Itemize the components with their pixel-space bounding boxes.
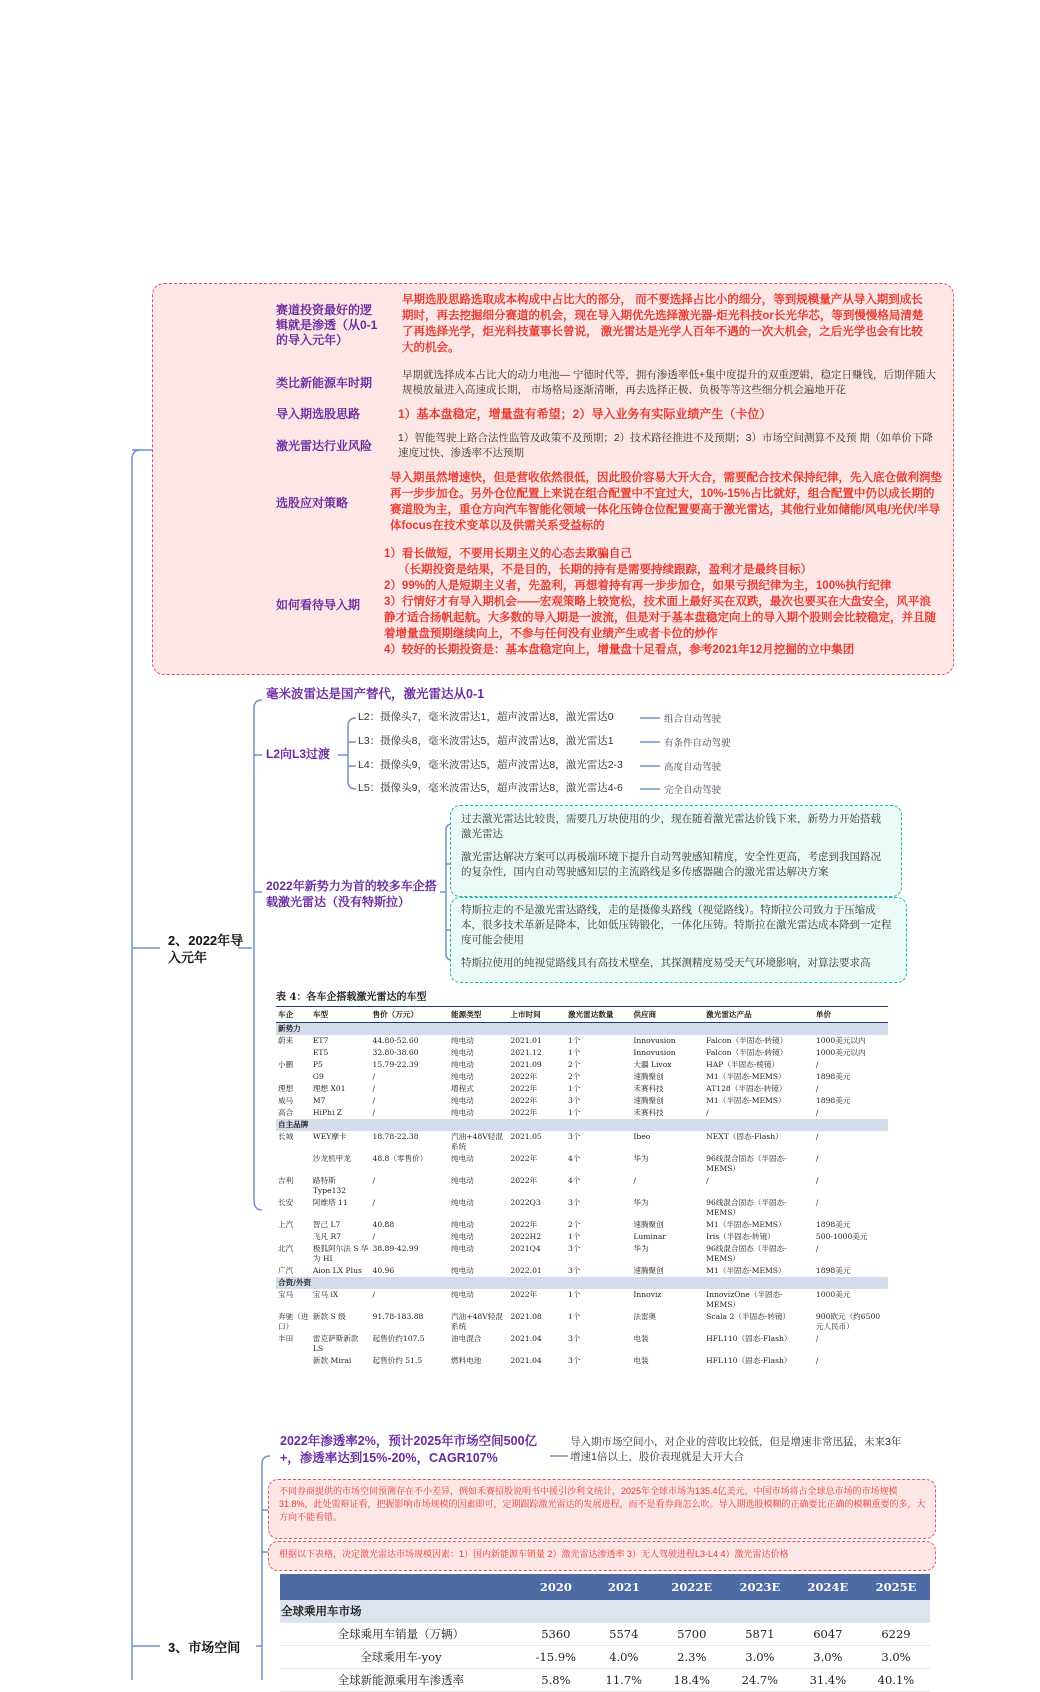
table4-cell: 上汽 <box>278 1220 294 1229</box>
table4-header-6: 供应商 <box>631 1007 704 1023</box>
table4-cell: 纯电动 <box>451 1108 474 1117</box>
table4-cell: 1898美元 <box>815 1072 851 1081</box>
table4-cell: / <box>372 1176 376 1185</box>
cyan-box-lidar-adoption <box>450 805 902 897</box>
table4-row <box>276 1243 888 1265</box>
table4-cell: 2022年 <box>510 1220 538 1229</box>
table4-row <box>276 1153 888 1175</box>
table4-cell: Innovusion <box>633 1036 676 1045</box>
table4-cell: Aion LX Plus <box>312 1266 362 1275</box>
level-l5: L5：摄像头9，毫米波雷达5，超声波雷达8，激光雷达4-6 <box>358 782 623 794</box>
table4-cell: 汽油+48V轻混系统 <box>451 1132 503 1151</box>
table4-cell: 3个 <box>567 1244 581 1253</box>
table4-cell: 威马 <box>278 1096 294 1105</box>
table4-cell: Scala 2（半固态-转镜） <box>706 1312 791 1321</box>
table4-cell: / <box>815 1176 819 1185</box>
table4-cell: HiPhi Z <box>312 1108 343 1117</box>
table4-cell: / <box>372 1096 376 1105</box>
table4-cell: 1000美元以内 <box>815 1036 866 1045</box>
table4-cell: 纯电动 <box>451 1220 474 1229</box>
table4-cell: / <box>372 1290 376 1299</box>
table4-cell: 小鹏 <box>278 1060 294 1069</box>
table4-cell: / <box>372 1232 376 1241</box>
table2-cell: 6229 <box>862 1623 930 1646</box>
table4-cell: 1000美元 <box>815 1290 851 1299</box>
table4-cell: ET5 <box>312 1048 329 1057</box>
table4-cell: 91.78-183.88 <box>372 1312 424 1321</box>
table4-cell: 2022年 <box>510 1108 538 1117</box>
table4-header-4: 上市时间 <box>508 1007 566 1023</box>
table4-row <box>276 1311 888 1333</box>
table4-cell: 阿维塔 11 <box>312 1198 348 1207</box>
table2-row <box>280 1646 930 1669</box>
table4-cell: 1个 <box>567 1048 581 1057</box>
intro-view-line-4: 3）行情好才有导入期机会——宏观策略上较宽松，技术面上最好买在双跌，最次也要买在大盘安全，风平浪静才适合扬帆起航。大多数的导入期是一波流，但是对于基本盘稳定向上的导入期个股则会比较稳定，并且随着增量盘预期继续向上，不参与任何没有业绩产生或者卡位的炒作 <box>384 596 936 640</box>
table4-cell: 纯电动 <box>451 1154 474 1163</box>
table4-row <box>276 1289 888 1311</box>
table2-cell: 5574 <box>590 1623 658 1646</box>
table2-header-6: 2025E <box>862 1574 930 1600</box>
table2-cell: 18.4% <box>658 1669 726 1692</box>
table4-cell: / <box>815 1356 819 1365</box>
table4-cell: 40.88 <box>372 1220 395 1229</box>
table4-cell <box>276 1231 311 1243</box>
table4-group-name: 自主品牌 <box>276 1119 888 1131</box>
table2-cell: 4.0% <box>590 1646 658 1669</box>
table4-cell: AT128（半固态-转镜） <box>706 1084 787 1093</box>
table4-cell: 900欧元（约6500元人民币） <box>815 1312 881 1331</box>
table2-section-label: 全球乘用车市场 <box>280 1600 930 1623</box>
market-factors-box <box>268 1541 936 1571</box>
market-forecast-table <box>280 1574 930 1692</box>
table4-cell: 纯电动 <box>451 1266 474 1275</box>
cyan1-line-1: 过去激光雷达比较贵，需要几万块使用的少，现在随着激光雷达价钱下来，新势力开始搭载激光雷达 <box>461 813 881 840</box>
table4-cell: M1（半固态-MEMS） <box>706 1220 786 1229</box>
table4-cell: 路特斯Type132 <box>312 1176 347 1195</box>
table4-cell: / <box>815 1334 819 1343</box>
table4-header-2: 售价（万元） <box>370 1007 449 1023</box>
table4-cell: 1个 <box>567 1036 581 1045</box>
table4-cell: / <box>633 1176 636 1185</box>
table4-header-3: 能源类型 <box>449 1007 508 1023</box>
table4-cell: 2022H2 <box>510 1232 542 1241</box>
table4-cell: ET7 <box>312 1036 329 1045</box>
table4-row <box>276 1231 888 1243</box>
table4-cell: 2021.09 <box>510 1060 542 1069</box>
table4-cell: 2022年 <box>510 1084 538 1093</box>
table4-cell: 奔驰（进口） <box>278 1312 309 1331</box>
table2-cell: 5360 <box>522 1623 590 1646</box>
table4-cell: 北汽 <box>278 1244 294 1253</box>
table4-group-name: 新势力 <box>276 1023 888 1036</box>
table4-cell: 电装 <box>633 1356 649 1365</box>
table4-header-7: 激光雷达产品 <box>704 1007 814 1023</box>
table4-cell: 雷克萨斯新款 LS <box>312 1334 359 1353</box>
intro-view-line-5: 4）较好的长期投资是：基本盘稳定向上，增量盘十足看点，参考2021年12月挖掘的立中集团 <box>384 644 855 656</box>
table4-cell: 吉利 <box>278 1176 294 1185</box>
table4-cell: HFL110（固态-Flash） <box>706 1356 792 1365</box>
table4-cell: 2022年 <box>510 1154 538 1163</box>
table4-cell: 500-1000美元 <box>815 1232 868 1241</box>
table4-cell: 2021.05 <box>510 1132 542 1141</box>
table4-cell: 汽油+48V轻混系统 <box>451 1312 503 1331</box>
market-factors-text: 根据以下表格，决定激光雷达市场规模因素：1）国内新能源车销量 2）激光雷达渗透率 3）无人驾驶进程L3-L4 4）激光雷达价格 <box>279 1549 789 1559</box>
table4-cell: 纯电动 <box>451 1198 474 1207</box>
table4-cell: / <box>815 1154 819 1163</box>
branch-2022-intro-year[interactable]: 2、2022年导入元年 <box>168 933 244 965</box>
table4-row <box>276 1035 888 1047</box>
table4-group-row <box>276 1119 888 1131</box>
logic-text-stock-picking: 1）基本盘稳定，增量盘有希望；2）导入业务有实际业绩产生（卡位） <box>398 407 772 421</box>
table4-cell: Falcon（半固态-转镜） <box>706 1036 788 1045</box>
table4-cell: 1个 <box>567 1312 581 1321</box>
table4-cell <box>276 1355 311 1367</box>
table4-cell: 速腾聚创 <box>633 1072 664 1081</box>
level-l4-note: 高度自动驾驶 <box>664 762 722 773</box>
level-l5-note: 完全自动驾驶 <box>664 785 722 796</box>
table4-cell: 96线混合固态（半固态-MEMS） <box>706 1154 787 1173</box>
intro-view-line-1: 1）看长做短，不要用长期主义的心态去欺骗自己 <box>384 548 632 560</box>
logic-text-ev-analogy: 早期就选择成本占比大的动力电池— 宁德时代等，拥有渗透率低+集中度提升的双重逻辑，稳定日赚钱，后期伴随大规模放量进入高速成长期， 市场格局逐渐清晰，再去选择正极、负极等等这些细分机会遍地开花 <box>402 369 937 396</box>
table4-cell: 2021.04 <box>510 1356 542 1365</box>
table4-cell: / <box>372 1084 376 1093</box>
table2-cell: 全球乘用车销量（万辆） <box>280 1623 522 1646</box>
cyan-box-tesla <box>450 897 907 983</box>
branch-market-space[interactable]: 3、市场空间 <box>168 1640 241 1655</box>
table4-cell: / <box>372 1072 376 1081</box>
logic-label-stock-picking[interactable]: 导入期选股思路 <box>276 407 361 421</box>
table4-cell: 2个 <box>567 1072 581 1081</box>
table4-cell: 2022年 <box>510 1290 538 1299</box>
logic-text-strategy: 导入期虽然增速快，但是营收依然很低，因此股价容易大开大合，需要配合技术保持纪律，先入底仓做利润垫再一步步加仓。另外仓位配置上来说在组合配置中不宜过大，10%-15%占比就好，组合配置中仍以成长期的赛道股为主，重仓方向汽车智能化领域一体化压铸仓位配置要高于激光雷达，其他行业如储能/风电/光伏/半导体focus在技术变革以及供需关系受益标的 <box>390 472 942 532</box>
table4-cell: 纯电动 <box>451 1176 474 1185</box>
table4-cell: 法雷奥 <box>633 1312 657 1321</box>
table4-row <box>276 1071 888 1083</box>
table4-row <box>276 1083 888 1095</box>
table4-cell: 新款 Mirai <box>312 1356 352 1365</box>
table4-cell: M1（半固态-MEMS） <box>706 1096 786 1105</box>
table4-cell <box>276 1071 311 1083</box>
table4-row <box>276 1219 888 1231</box>
table4-cell: 18.78-22.38 <box>372 1132 419 1141</box>
table4-cell: 速腾聚创 <box>633 1096 664 1105</box>
table4-cell: 15.79-22.39 <box>372 1060 419 1069</box>
table4-cell: 3个 <box>567 1266 581 1275</box>
table4-cell: 96线混合固态（半固态-MEMS） <box>706 1198 787 1217</box>
table4-cell: Iris（半固态-转镜） <box>706 1232 775 1241</box>
table4-cell: 智己 L7 <box>312 1220 341 1229</box>
table2-cell: 3.0% <box>794 1646 862 1669</box>
table4-cell: 3个 <box>567 1132 581 1141</box>
table2-cell: 全球新能源乘用车渗透率 <box>280 1669 522 1692</box>
level-l3: L3：摄像头8，毫米波雷达5，超声波雷达8，激光雷达1 <box>358 735 614 747</box>
table4-header-1: 车型 <box>311 1007 371 1023</box>
table4-row <box>276 1175 888 1197</box>
table4-cell: 2022年 <box>510 1072 538 1081</box>
table4-cell: 油电混合 <box>451 1334 482 1343</box>
table4-cell: 3个 <box>567 1356 581 1365</box>
table2-header-3: 2022E <box>658 1574 726 1600</box>
table4-cell: 新款 S 级 <box>312 1312 346 1321</box>
table4-row <box>276 1197 888 1219</box>
table4-cell: 96线混合固态（半固态-MEMS） <box>706 1244 787 1263</box>
table4-cell: 1898美元 <box>815 1096 851 1105</box>
cyan2-line-1: 特斯拉走的不是激光雷达路线，走的是摄像头路线（视觉路线）。特斯拉公司致力于压缩成本，很多技术革新是降本，比如低压铸锻化，一体化压铸。特斯拉在激光雷达成本降到一定程度可能会使用 <box>461 904 892 946</box>
table4-cell: 3个 <box>567 1096 581 1105</box>
table4-row <box>276 1333 888 1355</box>
table2-header-5: 2024E <box>794 1574 862 1600</box>
table4-cell <box>276 1047 311 1059</box>
table2-header-4: 2023E <box>726 1574 794 1600</box>
logic-text-industry-risk: 1）智能驾驶上路合法性监管及政策不及预期；2）技术路径推进不及预期；3）市场空间测算不及预 期（如单价下降速度过快、渗透率不达预期 <box>398 432 933 459</box>
table2-row <box>280 1623 930 1646</box>
table4-cell: 蔚来 <box>278 1036 294 1045</box>
table4-cell: 2021.12 <box>510 1048 542 1057</box>
table4-cell: NEXT（固态-Flash） <box>706 1132 783 1141</box>
table4-cell: / <box>706 1108 709 1117</box>
mmwave-note[interactable]: 毫米波雷达是国产替代，激光雷达从0-1 <box>266 687 485 701</box>
table4-cell: / <box>372 1198 376 1207</box>
table4-cell: 2021.04 <box>510 1334 542 1343</box>
table4-cell: 2022年 <box>510 1176 538 1185</box>
table4-cell: 速腾聚创 <box>633 1220 664 1229</box>
table4-row <box>276 1131 888 1153</box>
logic-label-intro-view[interactable]: 如何看待导入期 <box>276 598 361 612</box>
table4-cell: 高合 <box>278 1108 294 1117</box>
table4-cell: 1898美元 <box>815 1266 851 1275</box>
table4-cell: M7 <box>312 1096 326 1105</box>
table4-cell: 纯电动 <box>451 1036 474 1045</box>
market-headline[interactable]: 2022年渗透率2%，预计2025年市场空间500亿+，渗透率达到15%-20%，CAGR107% <box>280 1434 538 1465</box>
table4-cell: 华为 <box>633 1154 649 1163</box>
table4-cell: 宝马 iX <box>312 1290 339 1299</box>
table2-cell: 5700 <box>658 1623 726 1646</box>
table4-cell: 48.8（零售价） <box>372 1154 428 1163</box>
table4-cell: 丰田 <box>278 1334 294 1343</box>
table4-cell: 理想 <box>278 1084 294 1093</box>
table2-header-0 <box>280 1574 522 1600</box>
table4-cell: 长安 <box>278 1198 294 1207</box>
table4-cell: 1个 <box>567 1108 581 1117</box>
table4-cell: 1000美元以内 <box>815 1048 866 1057</box>
table2-cell: 31.4% <box>794 1669 862 1692</box>
table4-title: 表 4：各车企搭载激光雷达的车型 <box>276 988 888 1007</box>
table2-header-1: 2020 <box>522 1574 590 1600</box>
table4-group-row <box>276 1277 888 1289</box>
table4-cell: Innoviz <box>633 1290 662 1299</box>
table2-cell: 24.7% <box>726 1669 794 1692</box>
table4-cell: / <box>815 1244 819 1253</box>
table4-group-row <box>276 1023 888 1036</box>
table4-cell: 飞凡 R7 <box>312 1232 342 1241</box>
table4-header-0: 车企 <box>276 1007 311 1023</box>
cyan1-line-2: 激光雷达解决方案可以再极端环境下提升自动驾驶感知精度，安全性更高，考虑到我国路况的复杂性，国内自动驾驶感知层的主流路线是多传感器融合的激光雷达解决方案 <box>461 851 881 878</box>
table4-cell: 燃料电池 <box>451 1356 482 1365</box>
table4-cell: 1个 <box>567 1232 581 1241</box>
table4-cell: Luminar <box>633 1232 666 1241</box>
lidar-models-table <box>276 988 888 1367</box>
table4-cell: 3个 <box>567 1198 581 1207</box>
table4-cell: 40.96 <box>372 1266 395 1275</box>
table4-cell: / <box>706 1176 709 1185</box>
table2-cell: 40.1% <box>862 1669 930 1692</box>
table4-cell: M1（半固态-MEMS） <box>706 1072 786 1081</box>
table4-row <box>276 1047 888 1059</box>
table4-cell: / <box>815 1198 819 1207</box>
logic-text-intro-view <box>384 546 942 658</box>
table4-cell: 1个 <box>567 1084 581 1093</box>
l2-l3-transition-label[interactable]: L2向L3过渡 <box>266 747 331 761</box>
table4-cell: 华为 <box>633 1198 649 1207</box>
table4-row <box>276 1265 888 1277</box>
table4-cell: 44.80-52.60 <box>372 1036 419 1045</box>
table4-cell: / <box>815 1084 819 1093</box>
table4-cell: 1898美元 <box>815 1220 851 1229</box>
cyan2-line-2: 特斯拉使用的纯视觉路线具有高技术壁垒，其探测精度易受天气环境影响，对算法要求高 <box>461 957 871 969</box>
level-l2: L2：摄像头7，毫米波雷达1，超声波雷达8，激光雷达0 <box>358 711 614 723</box>
table4-cell: / <box>815 1060 819 1069</box>
table4-cell: 极狐阿尔法 S 华为 HI <box>312 1244 369 1263</box>
table4-cell: G9 <box>312 1072 324 1081</box>
level-l4: L4：摄像头9，毫米波雷达5，超声波雷达8，激光雷达2-3 <box>358 759 623 771</box>
logic-label-penetration[interactable]: 赛道投资最好的逻辑就是渗透（从0-1的导入元年） <box>276 303 378 347</box>
table4-cell: / <box>815 1108 819 1117</box>
table4-cell: 3个 <box>567 1334 581 1343</box>
table4-cell: 纯电动 <box>451 1232 474 1241</box>
table4-cell: 起售价约107.5 <box>372 1334 425 1343</box>
table2-header-2: 2021 <box>590 1574 658 1600</box>
table2-cell: -15.9% <box>522 1646 590 1669</box>
table4-cell: WEY摩卡 <box>312 1132 347 1141</box>
table4-cell: / <box>815 1132 819 1141</box>
table4-cell: 华为 <box>633 1244 649 1253</box>
table4-cell: 纯电动 <box>451 1290 474 1299</box>
market-disclaimer-text: 不同券商提供的市场空间预测存在不小差异，例如禾赛招股说明书中援引沙利文统计，2025年全球市场为135.4亿美元，中国市场将占全球总市场的市场规模31.8%，此处需辩证看，把握影响市场规模的因素即可，定期跟踪激光雷达的发展进程，而不是看券商怎么吹。导入期选股模糊的正确要比正确的模糊重要的多，大方向不能看错。 <box>279 1486 926 1522</box>
table4-cell: M1（半固态-MEMS） <box>706 1266 786 1275</box>
table4-cell: 起售价约 51.5 <box>372 1356 423 1365</box>
table2-cell: 全球乘用车-yoy <box>280 1646 522 1669</box>
table4-row <box>276 1059 888 1071</box>
table4-cell: 2022年 <box>510 1096 538 1105</box>
table4-cell <box>276 1153 311 1175</box>
table4-cell: 38.89-42.99 <box>372 1244 419 1253</box>
table4-header-8: 单价 <box>814 1007 888 1023</box>
table4-cell: 纯电动 <box>451 1072 474 1081</box>
table2-row <box>280 1669 930 1692</box>
table4-row <box>276 1095 888 1107</box>
table4-cell: 2个 <box>567 1220 581 1229</box>
table4-cell: / <box>372 1108 376 1117</box>
table4-cell: 纯电动 <box>451 1048 474 1057</box>
table4-cell: 2022.01 <box>510 1266 542 1275</box>
table4-cell: 2个 <box>567 1060 581 1069</box>
table4-cell: 增程式 <box>451 1084 474 1093</box>
table4-cell: 禾赛科技 <box>633 1108 664 1117</box>
table4-cell: P5 <box>312 1060 323 1069</box>
table4-row <box>276 1107 888 1119</box>
table4-cell: 4个 <box>567 1176 581 1185</box>
table4-cell: 广汽 <box>278 1266 294 1275</box>
table4-cell: 2022Q3 <box>510 1198 541 1207</box>
table2-cell: 5.8% <box>522 1669 590 1692</box>
table4-cell: 长城 <box>278 1132 294 1141</box>
new-forces-label[interactable]: 2022年新势力为首的较多车企搭载激光雷达（没有特斯拉） <box>266 879 437 909</box>
table4-cell: 纯电动 <box>451 1096 474 1105</box>
market-note: 导入期市场空间小，对企业的营收比较低，但是增速非常迅猛，未来3年增速1倍以上，股价表现就是大开大合 <box>570 1436 902 1463</box>
table4-cell: 4个 <box>567 1154 581 1163</box>
market-disclaimer-box <box>268 1479 936 1539</box>
table4-cell: Falcon（半固态-转镜） <box>706 1048 788 1057</box>
table4-cell: 沙龙机甲龙 <box>312 1154 351 1163</box>
table4-cell: Ibeo <box>633 1132 651 1141</box>
table4-row <box>276 1355 888 1367</box>
logic-text-penetration: 早期选股思路选取成本构成中占比大的部分， 而不要选择占比小的细分，等到规模量产从导入期到成长期时，再去挖掘细分赛道的机会，现在导入期优先选择激光器-炬光科技or长光华芯，等到慢慢格局清楚了再选择光学，炬光科技董事长曾说， 激光雷达是光学人百年不遇的一次大机会，之后光学也会有比较大的机会。 <box>402 294 924 354</box>
table2-cell: 3.0% <box>726 1646 794 1669</box>
table2-cell: 11.7% <box>590 1669 658 1692</box>
table4-cell: 禾赛科技 <box>633 1084 664 1093</box>
table4-cell: 速腾聚创 <box>633 1266 664 1275</box>
table4-header-5: 激光雷达数量 <box>566 1007 631 1023</box>
table4-cell: HAP（半固态-棱镜） <box>706 1060 780 1069</box>
table4-cell: InnovizOne（半固态-MEMS） <box>706 1290 783 1309</box>
table2-cell: 6047 <box>794 1623 862 1646</box>
table2-cell: 5871 <box>726 1623 794 1646</box>
table4-cell: 1个 <box>567 1290 581 1299</box>
table4-cell: 宝马 <box>278 1290 294 1299</box>
table4-cell: 纯电动 <box>451 1060 474 1069</box>
logic-label-strategy[interactable]: 选股应对策略 <box>276 496 349 510</box>
table4-cell: Innovusion <box>633 1048 676 1057</box>
table4-cell: HFL110（固态-Flash） <box>706 1334 792 1343</box>
table4-cell: 2021.01 <box>510 1036 542 1045</box>
level-l2-note: 组合自动驾驶 <box>664 714 722 725</box>
table4-cell: 2021.08 <box>510 1312 542 1321</box>
table4-group-name: 合资/外资 <box>276 1277 888 1289</box>
intro-view-line-2: （长期投资是结果，不是目的，长期的持有是需要持续跟踪，盈利才是最终目标） <box>398 564 812 576</box>
logic-label-ev-analogy[interactable]: 类比新能源车时期 <box>276 376 373 390</box>
table4-cell: 32.80-38.60 <box>372 1048 419 1057</box>
table4-cell: 理想 X01 <box>312 1084 346 1093</box>
table2-section-row <box>280 1600 930 1623</box>
level-l3-note: 有条件自动驾驶 <box>664 738 731 749</box>
logic-label-industry-risk[interactable]: 激光雷达行业风险 <box>276 439 373 453</box>
intro-view-line-3: 2）99%的人是短期主义者，先盈利，再想着持有再一步步加仓，如果亏损纪律为主，100%执行纪律 <box>384 580 892 592</box>
table2-cell: 3.0% <box>862 1646 930 1669</box>
table4-cell: 2021Q4 <box>510 1244 541 1253</box>
table2-cell: 2.3% <box>658 1646 726 1669</box>
table4-cell: 纯电动 <box>451 1244 474 1253</box>
table4-cell: 大疆 Livox <box>633 1060 672 1069</box>
table4-cell: 电装 <box>633 1334 649 1343</box>
